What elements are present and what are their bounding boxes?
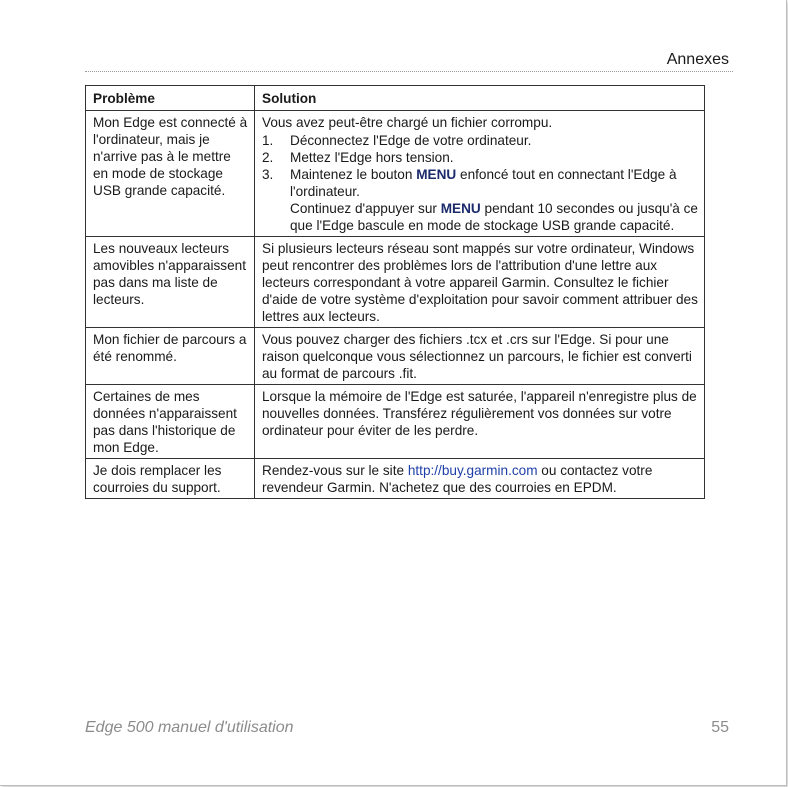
step-item: [262, 166, 698, 234]
step-number: 2.: [262, 150, 274, 165]
troubleshooting-table: [85, 85, 705, 499]
column-header-solution: Solution: [255, 86, 705, 111]
problem-cell: Mon Edge est connecté à l'ordinateur, mais je n'arrive pas à le mettre en mode de stockage USB grande capacité.: [86, 111, 255, 237]
step-text: enfoncé tout en connectant l'Edge à l'ordinateur.: [290, 167, 677, 199]
steps-list: [262, 132, 698, 234]
solution-cell: [255, 459, 705, 499]
garmin-store-link[interactable]: http://buy.garmin.com: [407, 463, 538, 478]
step-text: Continuez d'appuyer sur: [290, 201, 441, 216]
problem-cell: Mon fichier de parcours a été renommé.: [86, 328, 255, 385]
header-divider: [85, 71, 733, 72]
menu-key-label: MENU: [416, 167, 457, 182]
solution-intro: Vous avez peut-être chargé un fichier corrompu.: [262, 115, 553, 130]
step-text: pendant 10 secondes ou jusqu'à ce que l'Edge bascule en mode de stockage USB grande capacité.: [290, 201, 698, 233]
table-row: [86, 459, 705, 499]
solution-text: Rendez-vous sur le site: [262, 463, 408, 478]
step-item: [262, 132, 698, 149]
solution-cell: Vous pouvez charger des fichiers .tcx et .crs sur l'Edge. Si pour une raison quelconque vous sélectionnez un parcours, le fichier est converti au format de parcours .fit.: [255, 328, 705, 385]
column-header-problem: Problème: [86, 86, 255, 111]
table-row: [86, 111, 705, 237]
footer-manual-title: Edge 500 manuel d'utilisation: [85, 719, 294, 736]
step-item: [262, 149, 698, 166]
section-title: Annexes: [666, 51, 729, 68]
solution-cell: Lorsque la mémoire de l'Edge est saturée, l'appareil n'enregistre plus de nouvelles données. Transférez régulièrement vos données sur votre ordinateur pour éviter de les perdre.: [255, 385, 705, 459]
table-header-row: [86, 86, 705, 111]
solution-cell: [255, 111, 705, 237]
page-number: 55: [711, 719, 729, 736]
problem-cell: Les nouveaux lecteurs amovibles n'apparaissent pas dans ma liste de lecteurs.: [86, 237, 255, 328]
step-continuation: [290, 200, 698, 234]
step-text: Maintenez le bouton: [290, 167, 417, 182]
table-row: [86, 328, 705, 385]
step-number: 3.: [262, 167, 274, 182]
solution-cell: Si plusieurs lecteurs réseau sont mappés sur votre ordinateur, Windows peut rencontrer des problèmes lors de l'attribution d'une lettre aux lecteurs correspondant à votre appareil Garmin. Consultez le fichier d'aide de votre système d'exploitation pour savoir comment attribuer des lettres aux lecteurs.: [255, 237, 705, 328]
problem-cell: Je dois remplacer les courroies du support.: [86, 459, 255, 499]
solution-text: ou contactez votre revendeur Garmin. N'achetez que des courroies en EPDM.: [262, 463, 653, 495]
step-number: 1.: [262, 133, 274, 148]
table-row: [86, 237, 705, 328]
step-text: Mettez l'Edge hors tension.: [290, 150, 454, 165]
table-row: [86, 385, 705, 459]
step-text: Déconnectez l'Edge de votre ordinateur.: [290, 133, 532, 148]
menu-key-label: MENU: [440, 201, 481, 216]
problem-cell: Certaines de mes données n'apparaissent pas dans l'historique de mon Edge.: [86, 385, 255, 459]
